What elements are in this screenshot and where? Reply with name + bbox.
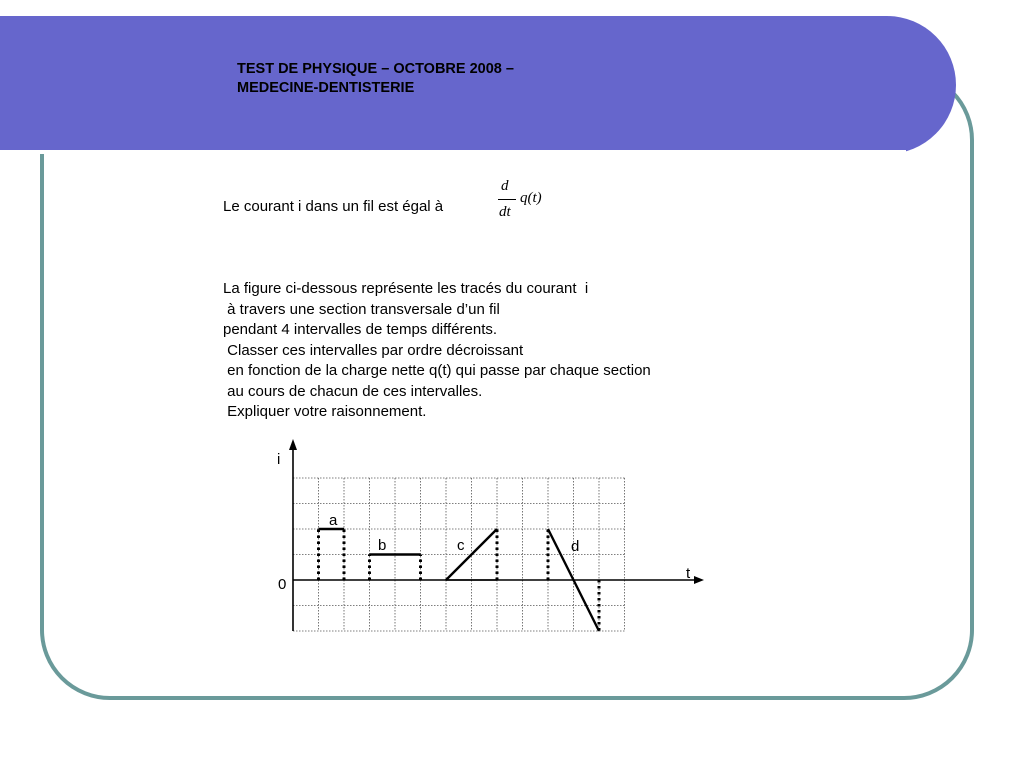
banner-divider (0, 150, 906, 154)
question-line: à travers une section transversale d’un fil (223, 300, 500, 318)
x-axis-arrow (694, 576, 704, 584)
question-line: au cours de chacun de ces intervalles. (223, 382, 483, 400)
y-axis-arrow (289, 439, 297, 450)
origin-label: 0 (278, 576, 287, 593)
interval-label-a: a (329, 512, 338, 529)
interval-label-d: d (571, 538, 580, 555)
formula-numerator: d (501, 178, 509, 194)
question-line: Classer ces intervalles par ordre décroissant (223, 341, 524, 359)
title-line-2: MEDECINE-DENTISTERIE (237, 80, 415, 96)
formula-denominator: dt (499, 204, 511, 220)
axis-y-label: i (277, 451, 281, 468)
current-diagram (260, 436, 720, 646)
derivative-formula (496, 178, 576, 224)
question-line: en fonction de la charge nette q(t) qui passe par chaque section (223, 362, 651, 379)
intro-text: Le courant i dans un fil est égal à (223, 198, 444, 215)
question-line: pendant 4 intervalles de temps différents. (223, 321, 498, 338)
interval-label-b: b (378, 537, 387, 554)
title-line-1: TEST DE PHYSIQUE – OCTOBRE 2008 – (237, 61, 514, 77)
formula-function: q(t) (520, 190, 542, 206)
slide-title (237, 60, 514, 98)
axis-x-label: t (686, 565, 691, 582)
question-text (223, 279, 651, 423)
fraction-bar (498, 199, 516, 200)
question-line: La figure ci-dessous représente les tracés du courant i (223, 280, 589, 297)
axes (289, 439, 704, 631)
interval-label-c: c (457, 537, 465, 554)
question-line: Expliquer votre raisonnement. (223, 403, 427, 420)
